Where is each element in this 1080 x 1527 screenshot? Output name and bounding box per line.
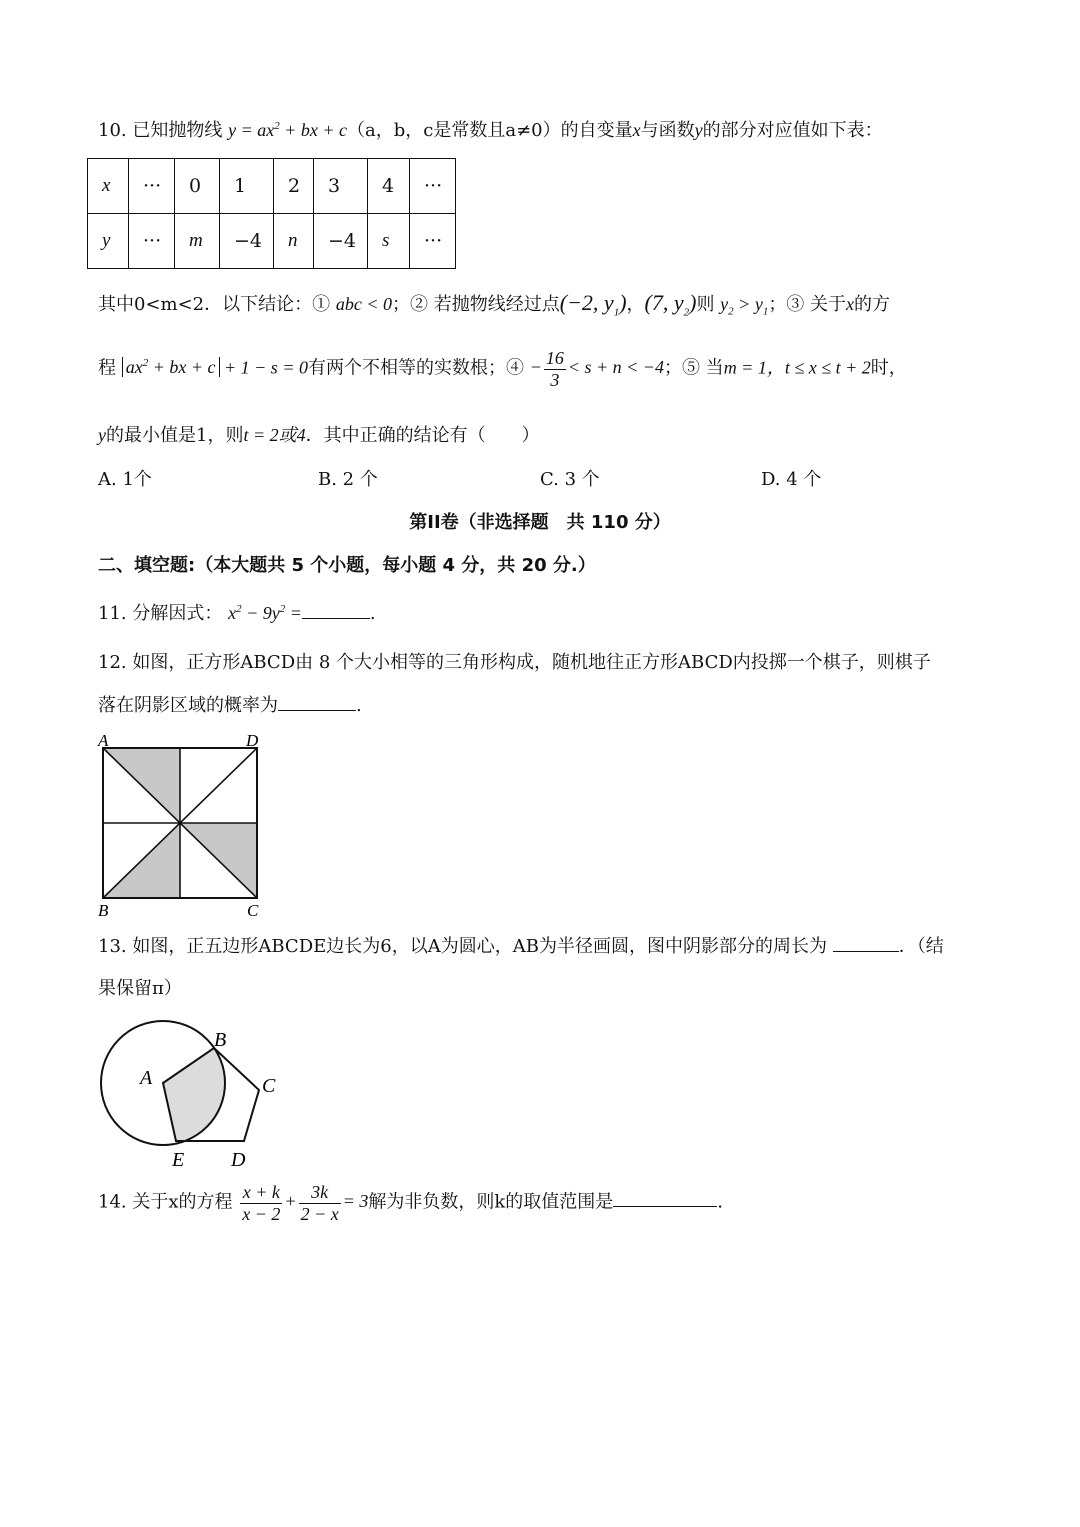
q10-intro-paren: （a，b，c是常数且a≠0）的自变量 bbox=[347, 120, 633, 141]
q10-line2: 其中0<m<2．以下结论：① abc < 0；② 若抛物线经过点(−2, $y_1$)，(7, $y_2$)则 $y_2 > y_1$；③ 关于x的方 bbox=[98, 290, 891, 319]
q10-parabola-formula: $y = ax^2$ + bx + c bbox=[228, 120, 348, 140]
q14-number: 14. bbox=[98, 1191, 127, 1213]
q10-formula-abc: abc < 0 bbox=[335, 294, 393, 314]
answer-blank[interactable] bbox=[833, 937, 899, 952]
q10-option-d[interactable]: D. 4 个 bbox=[761, 469, 822, 490]
q14-equation: $\frac{x + k}{x - 2}$ + $\frac{3k}{2 - x}$ = 3 bbox=[242, 1182, 369, 1224]
q10-range-formula: − $\frac{16}{3}$ < s + n < −4 bbox=[529, 348, 664, 390]
q10-intro-c: 的部分对应值如下表： bbox=[702, 120, 883, 141]
q13-figure-pentagon bbox=[94, 1018, 294, 1178]
q10-m-cond: m = 1，t ≤ x ≤ t + 2 bbox=[723, 357, 871, 378]
q10-option-c[interactable]: C. 3 个 bbox=[540, 469, 600, 490]
table-row-y bbox=[88, 214, 456, 269]
label-c: C bbox=[247, 901, 259, 920]
q11: 11. 分解因式： $x^2 - 9y^2$ = . bbox=[98, 603, 376, 624]
table-cell: m bbox=[175, 214, 220, 269]
q10-conclusion-5: ；⑤ 当 bbox=[663, 357, 724, 379]
table-cell: 1 bbox=[220, 159, 274, 214]
q10-var-y: y bbox=[694, 120, 703, 140]
q10-intro-b: 与函数 bbox=[640, 120, 695, 141]
label-a: A bbox=[140, 1067, 153, 1089]
q10-option-b[interactable]: B. 2 个 bbox=[318, 469, 378, 490]
table-cell: x bbox=[88, 159, 129, 214]
table-cell: 0 bbox=[175, 159, 220, 214]
answer-blank[interactable] bbox=[613, 1192, 717, 1207]
q11-text: 分解因式： bbox=[132, 603, 223, 624]
table-cell: ··· bbox=[129, 159, 175, 214]
table-cell: n bbox=[274, 214, 314, 269]
q12-text: 如图，正方形ABCD由 8 个大小相等的三角形构成，随机地往正方形ABCD内投掷一个棋子，则棋子 bbox=[132, 652, 931, 673]
section2-heading: 二、填空题:（本大题共 5 个小题，每小题 4 分，共 20 分.） bbox=[98, 555, 596, 576]
q10-line3-end: 时， bbox=[870, 357, 907, 379]
table-cell: y bbox=[88, 214, 129, 269]
q13-number: 13. bbox=[98, 936, 127, 957]
label-b: B bbox=[214, 1029, 227, 1051]
table-cell: ··· bbox=[129, 214, 175, 269]
q10-conclusion-3: ；③ 关于 bbox=[768, 294, 847, 315]
q10-conclusion-2: ；② 若抛物线经过点 bbox=[392, 294, 560, 315]
q10-conclusion-4: 有两个不相等的实数根；④ bbox=[307, 357, 524, 379]
q10-value-table bbox=[87, 158, 456, 269]
q10-option-a[interactable]: A. 1个 bbox=[98, 469, 152, 490]
q10-then: 则 bbox=[696, 294, 715, 315]
q10-intro: 已知抛物线 bbox=[132, 120, 223, 141]
q10-abs-equation: $ax^2$ + bx + c + 1 − s = 0 bbox=[122, 357, 308, 377]
table-cell: s bbox=[368, 214, 410, 269]
q10-point2: (7, $y_2$) bbox=[644, 290, 697, 319]
q10-var-x: x bbox=[632, 120, 641, 140]
q12-line1 bbox=[98, 652, 931, 674]
q11-formula: $x^2 - 9y^2$ = bbox=[228, 603, 302, 623]
label-b: B bbox=[98, 901, 109, 920]
table-cell: 2 bbox=[274, 159, 314, 214]
q12-figure-square bbox=[94, 730, 269, 920]
table-cell: ··· bbox=[410, 214, 456, 269]
q12-number: 12. bbox=[98, 652, 127, 673]
q11-number: 11. bbox=[98, 603, 127, 624]
table-row-x bbox=[88, 159, 456, 214]
label-a: A bbox=[98, 731, 109, 750]
q13-line1 bbox=[98, 936, 944, 958]
table-cell: −4 bbox=[220, 214, 274, 269]
q12-line2: 落在阴影区域的概率为 . bbox=[98, 695, 362, 716]
q10-var-y2: y bbox=[98, 425, 106, 445]
label-d: D bbox=[231, 1149, 246, 1171]
q10-prompt: ．其中正确的结论有（ ） bbox=[305, 425, 540, 446]
q13-text-tail: ．（结 bbox=[898, 936, 944, 957]
q10-var-x2: x bbox=[846, 294, 855, 314]
q14-text: 关于x的方程 bbox=[132, 1191, 233, 1213]
q13-text: 如图，正五边形ABCDE边长为6，以A为圆心，AB为半径画圆，图中阴影部分的周长为 bbox=[132, 936, 827, 957]
q12-text-2: 落在阴影区域的概率为 bbox=[98, 695, 278, 716]
q10-line3 bbox=[98, 348, 907, 390]
q14: 14. 关于x的方程 $\frac{x + k}{x - 2}$ + $\frac{3k}{2 - x}$ = 3解为非负数，则k的取值范围是 . bbox=[98, 1182, 723, 1224]
q10-line2-end: 的方 bbox=[854, 294, 891, 315]
label-d: D bbox=[246, 731, 259, 750]
table-cell: 3 bbox=[314, 159, 368, 214]
q10-line1 bbox=[98, 120, 883, 142]
table-cell: 4 bbox=[368, 159, 410, 214]
q10-line3-start: 程 bbox=[98, 357, 116, 379]
q14-text-2: 解为非负数，则k的取值范围是 bbox=[368, 1191, 614, 1213]
q10-t-values: t = 2或4 bbox=[243, 425, 306, 445]
q10-point1: (−2, $y_1$) bbox=[559, 290, 627, 319]
label-c: C bbox=[262, 1075, 276, 1097]
q10-conditions: 其中0<m<2．以下结论：① bbox=[98, 294, 331, 315]
q10-line4 bbox=[98, 425, 540, 447]
answer-blank[interactable] bbox=[278, 696, 356, 711]
q10-line4-text: 的最小值是1，则 bbox=[106, 425, 244, 446]
table-cell: ··· bbox=[410, 159, 456, 214]
answer-blank[interactable] bbox=[302, 604, 370, 619]
table-cell: −4 bbox=[314, 214, 368, 269]
q10-number: 10. bbox=[98, 120, 127, 141]
section-title: 第II卷（非选择题 共 110 分） bbox=[409, 512, 671, 533]
q13-line2: 果保留π） bbox=[98, 978, 182, 999]
q10-ineq-y: $y_2 > y_1$ bbox=[720, 294, 769, 318]
label-e: E bbox=[172, 1149, 185, 1171]
